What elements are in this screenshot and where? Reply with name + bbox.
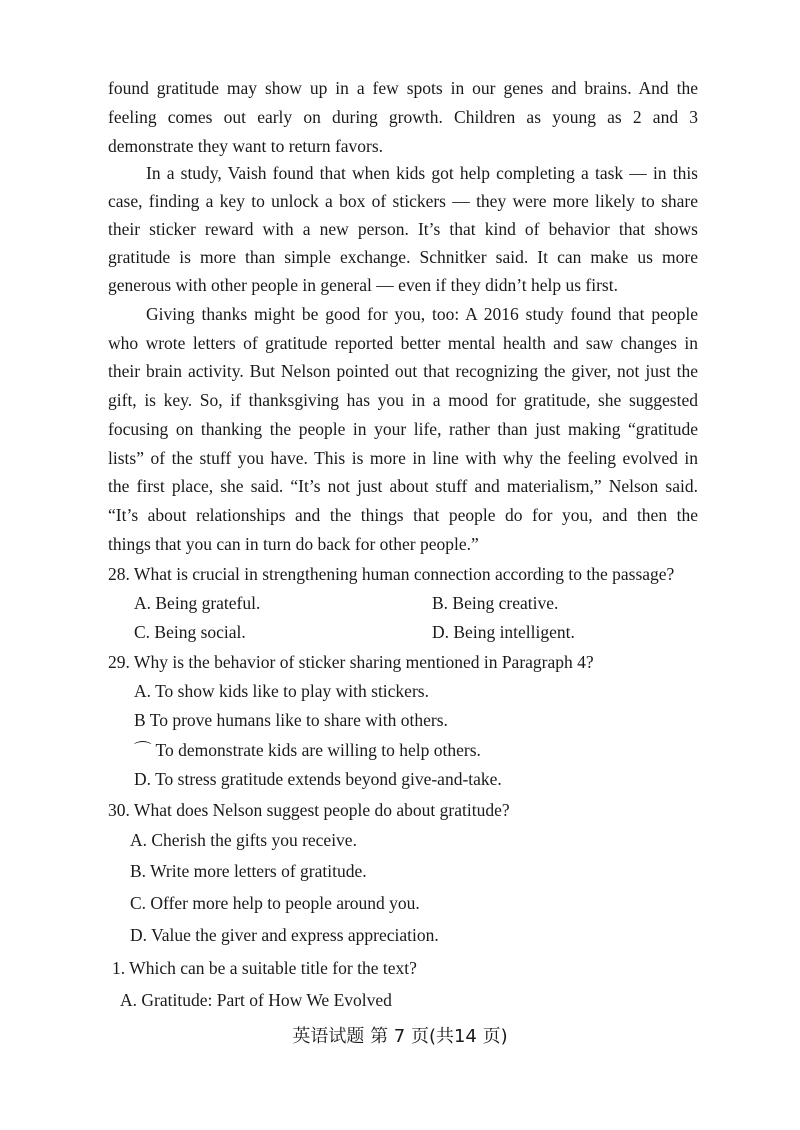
question-30-option-d: D. Value the giver and express appreciation. <box>130 925 439 945</box>
paragraph-line: gratitude is more than simple exchange. Schnitker said. It can make us more <box>108 247 698 267</box>
paragraph-line: demonstrate they want to return favors. <box>108 136 384 156</box>
paragraph-line: In a study, Vaish found that when kids got help completing a task — in this <box>146 163 698 183</box>
question-30-option-c: C. Offer more help to people around you. <box>130 893 420 913</box>
question-28-option-c: C. Being social. <box>134 622 246 642</box>
paragraph-line: feeling comes out early on during growth. Children as young as 2 and 3 <box>108 107 698 127</box>
paragraph-line: case, finding a key to unlock a box of stickers — they were more likely to share <box>108 191 698 211</box>
paragraph-line: who wrote letters of gratitude reported better mental health and saw changes in <box>108 333 698 353</box>
paragraph-line: generous with other people in general — even if they didn’t help us first. <box>108 275 618 295</box>
paragraph-line: Giving thanks might be good for you, too: A 2016 study found that people <box>146 304 698 324</box>
paragraph-line: lists” of the stuff you have. This is more in line with why the feeling evolved in <box>108 448 698 468</box>
paragraph-line: found gratitude may show up in a few spots in our genes and brains. And the <box>108 78 698 98</box>
paragraph-line: “It’s about relationships and the things that people do for you, and then the <box>108 505 698 525</box>
question-29-stem: 29. Why is the behavior of sticker sharing mentioned in Paragraph 4? <box>108 652 594 672</box>
page-footer: 英语试题 第 7 页(共14 页) <box>292 1026 508 1047</box>
question-30-option-a: A. Cherish the gifts you receive. <box>130 830 357 850</box>
question-28-stem: 28. What is crucial in strengthening human connection according to the passage? <box>108 564 675 584</box>
question-29-option-d: D. To stress gratitude extends beyond give-and-take. <box>134 769 502 789</box>
question-29-option-c: ⌒ To demonstrate kids are willing to help others. <box>134 740 481 760</box>
paragraph-line: their brain activity. But Nelson pointed out that recognizing the giver, not just the <box>108 361 698 381</box>
question-30-stem: 30. What does Nelson suggest people do about gratitude? <box>108 800 510 820</box>
paragraph-line: things that you can in turn do back for other people.” <box>108 534 479 554</box>
paragraph-line: focusing on thanking the people in your life, rather than just making “gratitude <box>108 419 698 439</box>
question-29-option-a: A. To show kids like to play with stickers. <box>134 681 429 701</box>
question-28-option-b: B. Being creative. <box>432 593 559 613</box>
question-30-option-b: B. Write more letters of gratitude. <box>130 861 367 881</box>
question-29-option-b: B To prove humans like to share with others. <box>134 710 448 730</box>
question-28-option-d: D. Being intelligent. <box>432 622 575 642</box>
paragraph-line: their sticker reward with a new person. It’s that kind of behavior that shows <box>108 219 698 239</box>
paragraph-line: the first place, she said. “It’s not just about stuff and materialism,” Nelson said. <box>108 476 698 496</box>
question-31-option-a: A. Gratitude: Part of How We Evolved <box>120 990 392 1010</box>
question-31-stem: 1. Which can be a suitable title for the text? <box>112 958 417 978</box>
paragraph-line: gift, is key. So, if thanksgiving has you in a mood for gratitude, she suggested <box>108 390 698 410</box>
question-28-option-a: A. Being grateful. <box>134 593 261 613</box>
